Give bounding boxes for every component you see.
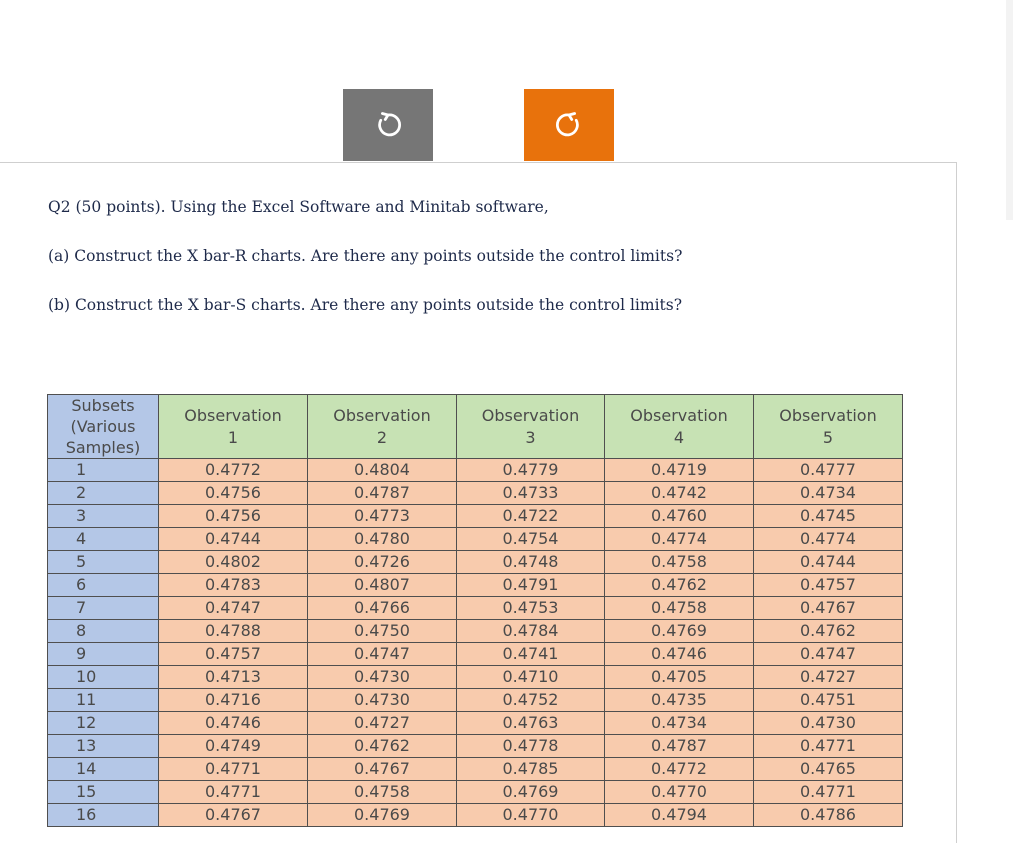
header-line: Observation: [779, 405, 877, 425]
subset-number-cell: 1: [48, 459, 159, 482]
observation-cell: 0.4753: [457, 597, 605, 620]
observation-cell: 0.4766: [308, 597, 457, 620]
observation-cell: 0.4747: [308, 643, 457, 666]
table-row: [48, 597, 903, 620]
observation-cell: 0.4758: [605, 597, 754, 620]
observation-cell: 0.4746: [159, 712, 308, 735]
table-row: [48, 620, 903, 643]
observation-cell: 0.4730: [754, 712, 903, 735]
header-observation-2: [308, 395, 457, 459]
header-line: 4: [673, 427, 685, 447]
observation-cell: 0.4763: [457, 712, 605, 735]
observation-cell: 0.4710: [457, 666, 605, 689]
rotate-right-button[interactable]: [524, 89, 614, 161]
question-part-a: (a) Construct the X bar-R charts. Are there any points outside the control limits?: [48, 247, 683, 265]
observation-cell: 0.4716: [159, 689, 308, 712]
content-frame-right: [956, 162, 957, 843]
observation-cell: 0.4804: [308, 459, 457, 482]
rotate-right-icon: [554, 110, 584, 140]
observation-cell: 0.4771: [159, 781, 308, 804]
observation-cell: 0.4779: [457, 459, 605, 482]
subset-number-cell: 7: [48, 597, 159, 620]
observations-table: [47, 394, 903, 827]
table-header-row: [48, 395, 903, 459]
observation-cell: 0.4791: [457, 574, 605, 597]
header-subsets: [48, 395, 159, 459]
header-line: Observation: [333, 405, 431, 425]
header-line: Samples): [65, 438, 141, 457]
question-part-b: (b) Construct the X bar-S charts. Are there any points outside the control limits?: [48, 296, 683, 314]
table-row: [48, 459, 903, 482]
observation-cell: 0.4767: [308, 758, 457, 781]
observation-cell: 0.4744: [159, 528, 308, 551]
observation-cell: 0.4787: [605, 735, 754, 758]
content-frame-top: [0, 162, 957, 163]
subset-number-cell: 13: [48, 735, 159, 758]
header-line: 5: [822, 427, 834, 447]
observation-cell: 0.4762: [754, 620, 903, 643]
observation-cell: 0.4783: [159, 574, 308, 597]
table-row: [48, 574, 903, 597]
observation-cell: 0.4802: [159, 551, 308, 574]
table-row: [48, 804, 903, 827]
rotate-left-button[interactable]: [343, 89, 433, 161]
observation-cell: 0.4722: [457, 505, 605, 528]
observation-cell: 0.4762: [308, 735, 457, 758]
observation-cell: 0.4771: [159, 758, 308, 781]
observation-cell: 0.4749: [159, 735, 308, 758]
observation-cell: 0.4785: [457, 758, 605, 781]
header-line: Observation: [630, 405, 728, 425]
observation-cell: 0.4772: [159, 459, 308, 482]
header-line: Observation: [481, 405, 580, 425]
observation-cell: 0.4734: [754, 482, 903, 505]
observation-cell: 0.4757: [754, 574, 903, 597]
subset-number-cell: 8: [48, 620, 159, 643]
observation-cell: 0.4778: [457, 735, 605, 758]
rotate-left-icon: [373, 110, 403, 140]
table-row: [48, 505, 903, 528]
observation-cell: 0.4757: [159, 643, 308, 666]
observation-cell: 0.4771: [754, 781, 903, 804]
observation-cell: 0.4787: [308, 482, 457, 505]
observation-cell: 0.4807: [308, 574, 457, 597]
observation-cell: 0.4705: [605, 666, 754, 689]
observation-cell: 0.4754: [457, 528, 605, 551]
subset-number-cell: 15: [48, 781, 159, 804]
subset-number-cell: 14: [48, 758, 159, 781]
subset-number-cell: 2: [48, 482, 159, 505]
observation-cell: 0.4772: [605, 758, 754, 781]
table-row: [48, 689, 903, 712]
observation-cell: 0.4765: [754, 758, 903, 781]
observation-cell: 0.4752: [457, 689, 605, 712]
subset-number-cell: 6: [48, 574, 159, 597]
table-row: [48, 528, 903, 551]
observation-cell: 0.4786: [754, 804, 903, 827]
observation-cell: 0.4751: [754, 689, 903, 712]
observation-cell: 0.4758: [308, 781, 457, 804]
subset-number-cell: 12: [48, 712, 159, 735]
header-line: 2: [376, 427, 388, 447]
observation-cell: 0.4774: [605, 528, 754, 551]
observation-cell: 0.4769: [457, 781, 605, 804]
observation-cell: 0.4747: [159, 597, 308, 620]
subset-number-cell: 4: [48, 528, 159, 551]
observation-cell: 0.4756: [159, 505, 308, 528]
observation-cell: 0.4730: [308, 666, 457, 689]
observation-cell: 0.4734: [605, 712, 754, 735]
observation-cell: 0.4746: [605, 643, 754, 666]
observation-cell: 0.4733: [457, 482, 605, 505]
observation-cell: 0.4784: [457, 620, 605, 643]
observation-cell: 0.4771: [754, 735, 903, 758]
observation-cell: 0.4762: [605, 574, 754, 597]
question-title: Q2 (50 points). Using the Excel Software and Minitab software,: [48, 198, 549, 216]
table-row: [48, 781, 903, 804]
observation-cell: 0.4767: [159, 804, 308, 827]
observation-cell: 0.4756: [159, 482, 308, 505]
header-line: 3: [525, 427, 536, 447]
subset-number-cell: 11: [48, 689, 159, 712]
observation-cell: 0.4780: [308, 528, 457, 551]
observation-cell: 0.4760: [605, 505, 754, 528]
table-row: [48, 666, 903, 689]
header-line: (Various: [70, 417, 136, 436]
subset-number-cell: 9: [48, 643, 159, 666]
observation-cell: 0.4726: [308, 551, 457, 574]
table-row: [48, 551, 903, 574]
observation-cell: 0.4745: [754, 505, 903, 528]
observation-cell: 0.4730: [308, 689, 457, 712]
observation-cell: 0.4727: [308, 712, 457, 735]
observation-cell: 0.4773: [308, 505, 457, 528]
observation-cell: 0.4769: [605, 620, 754, 643]
subset-number-cell: 5: [48, 551, 159, 574]
table-row: [48, 482, 903, 505]
subset-number-cell: 10: [48, 666, 159, 689]
header-observation-5: [754, 395, 903, 459]
header-line: Subsets: [71, 396, 135, 415]
table-row: [48, 712, 903, 735]
observation-cell: 0.4750: [308, 620, 457, 643]
table-row: [48, 758, 903, 781]
observation-cell: 0.4758: [605, 551, 754, 574]
observation-cell: 0.4719: [605, 459, 754, 482]
header-line: 1: [227, 427, 239, 447]
header-observation-3: [457, 395, 605, 459]
table-row: [48, 643, 903, 666]
header-observation-1: [159, 395, 308, 459]
observation-cell: 0.4735: [605, 689, 754, 712]
window-edge: [1006, 0, 1013, 220]
table-body: [48, 459, 903, 827]
observation-cell: 0.4770: [457, 804, 605, 827]
observation-cell: 0.4774: [754, 528, 903, 551]
observation-cell: 0.4770: [605, 781, 754, 804]
observation-cell: 0.4747: [754, 643, 903, 666]
observation-cell: 0.4744: [754, 551, 903, 574]
observation-cell: 0.4769: [308, 804, 457, 827]
observation-cell: 0.4713: [159, 666, 308, 689]
observation-cell: 0.4794: [605, 804, 754, 827]
table-row: [48, 735, 903, 758]
observation-cell: 0.4777: [754, 459, 903, 482]
observation-cell: 0.4788: [159, 620, 308, 643]
header-line: Observation: [184, 405, 282, 425]
observation-cell: 0.4727: [754, 666, 903, 689]
subset-number-cell: 3: [48, 505, 159, 528]
subset-number-cell: 16: [48, 804, 159, 827]
observation-cell: 0.4742: [605, 482, 754, 505]
observation-cell: 0.4741: [457, 643, 605, 666]
observation-cell: 0.4767: [754, 597, 903, 620]
observation-cell: 0.4748: [457, 551, 605, 574]
header-observation-4: [605, 395, 754, 459]
